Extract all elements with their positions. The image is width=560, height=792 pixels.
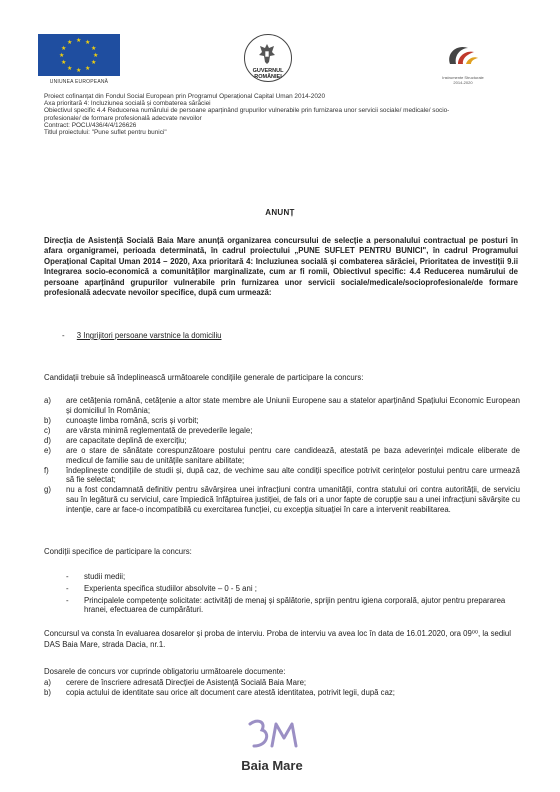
general-conditions-intro: Candidații trebuie să îndeplinească următoarele condițiile generale de participare la concurs: — [44, 373, 364, 382]
documents-list — [44, 678, 520, 698]
eu-logo — [38, 34, 120, 85]
list-item-text: copia actului de identitate sau orice alt document care atestă identitatea, potrivit legii, după caz; — [66, 688, 395, 697]
list-item — [44, 436, 520, 446]
list-item — [44, 485, 520, 514]
project-info-line: Contract: POCU/436/4/4/126626 — [44, 121, 137, 129]
list-item — [44, 688, 520, 698]
structural-instruments-caption: Instrumente Structurale — [442, 75, 484, 80]
list-item-text: studii medii; — [84, 572, 126, 581]
structural-instruments-years: 2014-2020 — [453, 80, 473, 85]
list-item-text: Principalele competențe solicitate: activități de menaj și spălătorie, sprijin pentru igiena corporală, ajutor pentru prepararea hranei, efectuarea de cumpărături. — [84, 595, 506, 615]
list-item-text: nu a fost condamnată definitiv pentru săvârșirea unei infracțiuni contra umanității, contra statului ori contra autorității, de serviciu sau în legătură cu serviciul, care împiedică înfăptuirea justiției, de fals ori a unor fapte de corupție sau a unei infracțiuni săvârșite cu intenție, care ar face-o incompatibilă cu exercitarea funcției, cu excepția situației în care a intervenit reabilitarea. — [66, 485, 520, 514]
baia-mare-logo — [232, 716, 312, 776]
baia-mare-text: Baia Mare — [241, 758, 303, 773]
list-item-label: b) — [44, 688, 51, 697]
list-item-label: f) — [44, 465, 49, 475]
list-item-text: are o stare de sănătate corespunzătoare postului pentru care candidează, atestată pe baza adeverinței mdicale eliberate de medicul de familie sau de unitățile sanitare abilitate; — [66, 445, 520, 465]
position-text: 3 Ingrijitori persoane varstnice la domiciliu — [76, 331, 222, 340]
list-item — [66, 584, 516, 594]
list-item-text: cerere de înscriere adresată Direcției de Asistență Socială Baia Mare; — [66, 678, 307, 687]
list-item — [44, 426, 520, 436]
government-seal-icon — [244, 34, 292, 82]
list-item-label: g) — [44, 485, 51, 495]
project-info-line: Obiectivul specific 4.4 Reducerea numărului de persoane aparținând grupurilor vulnerabile prin furnizarea unor servicii sociale/ medicale/ socio- — [44, 107, 450, 115]
list-item-text: îndeplinește condițiile de studii și, după caz, de vechime sau alte condiții specifice potrivit cerințelor postului pentru care urmează să fie selectat; — [66, 465, 520, 485]
eu-flag-icon: ★ ★ ★ ★ ★ ★ ★ ★ ★ ★ ★ ★ — [38, 34, 120, 76]
eagle-icon — [257, 42, 277, 66]
list-item-label: a) — [44, 396, 51, 405]
list-item-text: cunoaște limba română, scris și vorbit; — [66, 415, 199, 425]
list-item-dash: - — [66, 572, 69, 581]
list-item-label: e) — [44, 445, 51, 455]
general-conditions-list — [44, 396, 520, 515]
intro-paragraph: Direcția de Asistență Socială Baia Mare anunță organizarea concursului de selecție a personalului contractual pe posturi în afara organigramei, perioada determinată, în cadrul proiectului „PUNE SUFLET PENTRU BUNICI", în cadrul Programului Operațional Capital Uman 2014 – 2020, Axa prioritară 4: Incluziunea socială și combaterea sărăciei, Prioritatea de investiții 9.ii Integrarea socio-economică a comunităților marginalizate, cum ar fi romii, Obiectivul specific: 4.4 Reducerea numărului de persoane aparținând grupurilor vulnerabile prin furnizarea unor servicii sociale/medicale/socioprofesionale/de formare profesională adecvate nevoilor specifice, după cum urmează: — [44, 236, 518, 298]
documents-intro: Dosarele de concurs vor cuprinde obligatoriu următoarele documente: — [44, 667, 286, 676]
project-info — [44, 93, 534, 136]
list-item — [66, 596, 516, 616]
list-item-text: are capacitate deplină de exercițiu; — [66, 435, 187, 445]
list-item — [44, 396, 520, 415]
position-dash: - — [62, 331, 65, 340]
list-item-text: are vârsta minimă reglementată de prevederile legale; — [66, 425, 253, 435]
project-info-line: Titlul proiectului: "Pune suflet pentru bunici" — [44, 129, 167, 137]
specific-conditions-intro: Condiții specifice de participare la concurs: — [44, 547, 192, 556]
list-item-label: d) — [44, 435, 51, 445]
list-item-label: b) — [44, 415, 51, 425]
list-item-label: c) — [44, 425, 51, 435]
list-item — [44, 416, 520, 426]
eu-caption: UNIUNEA EUROPEANĂ — [49, 79, 109, 85]
government-caption: GUVERNUL ROMÂNIEI — [252, 68, 284, 80]
project-info-line: Proiect cofinanțat din Fondul Social European prin Programul Operațional Capital Uman 2014-2020 — [44, 93, 325, 100]
list-item-dash: - — [66, 583, 69, 593]
list-item — [66, 572, 516, 582]
government-logo — [238, 34, 298, 86]
contest-paragraph: Concursul va consta în evaluarea dosarelor și proba de interviu. Proba de interviu va avea loc în data de 16.01.2020, ora 09⁰⁰, la sediul DAS Baia Mare, strada Dacia, nr.1. — [44, 629, 511, 650]
list-item — [44, 466, 520, 485]
list-item-text: are cetățenia română, cetățenie a altor state membre ale Uniunii Europene sau a statelor aparținând Spațiului Economic European și domiciliul în România; — [66, 396, 520, 415]
page-title: ANUNȚ — [265, 208, 295, 217]
project-info-line: Axa prioritară 4: Incluziunea socială și combaterea sărăciei — [44, 100, 211, 108]
structural-instruments-icon — [428, 38, 498, 70]
specific-conditions-list — [66, 572, 516, 617]
list-item — [44, 446, 520, 465]
list-item — [44, 678, 520, 688]
list-item-text: Experienta specifica studiilor absolvite – 0 - 5 ani ; — [84, 583, 257, 593]
structural-instruments-logo — [428, 38, 498, 85]
list-item-dash: - — [66, 595, 69, 605]
project-info-line: profesionale/ de formare profesională adecvate nevoilor — [44, 114, 202, 122]
list-item-label: a) — [44, 678, 51, 687]
baia-mare-mark-icon — [242, 716, 302, 752]
position-item — [62, 331, 222, 340]
